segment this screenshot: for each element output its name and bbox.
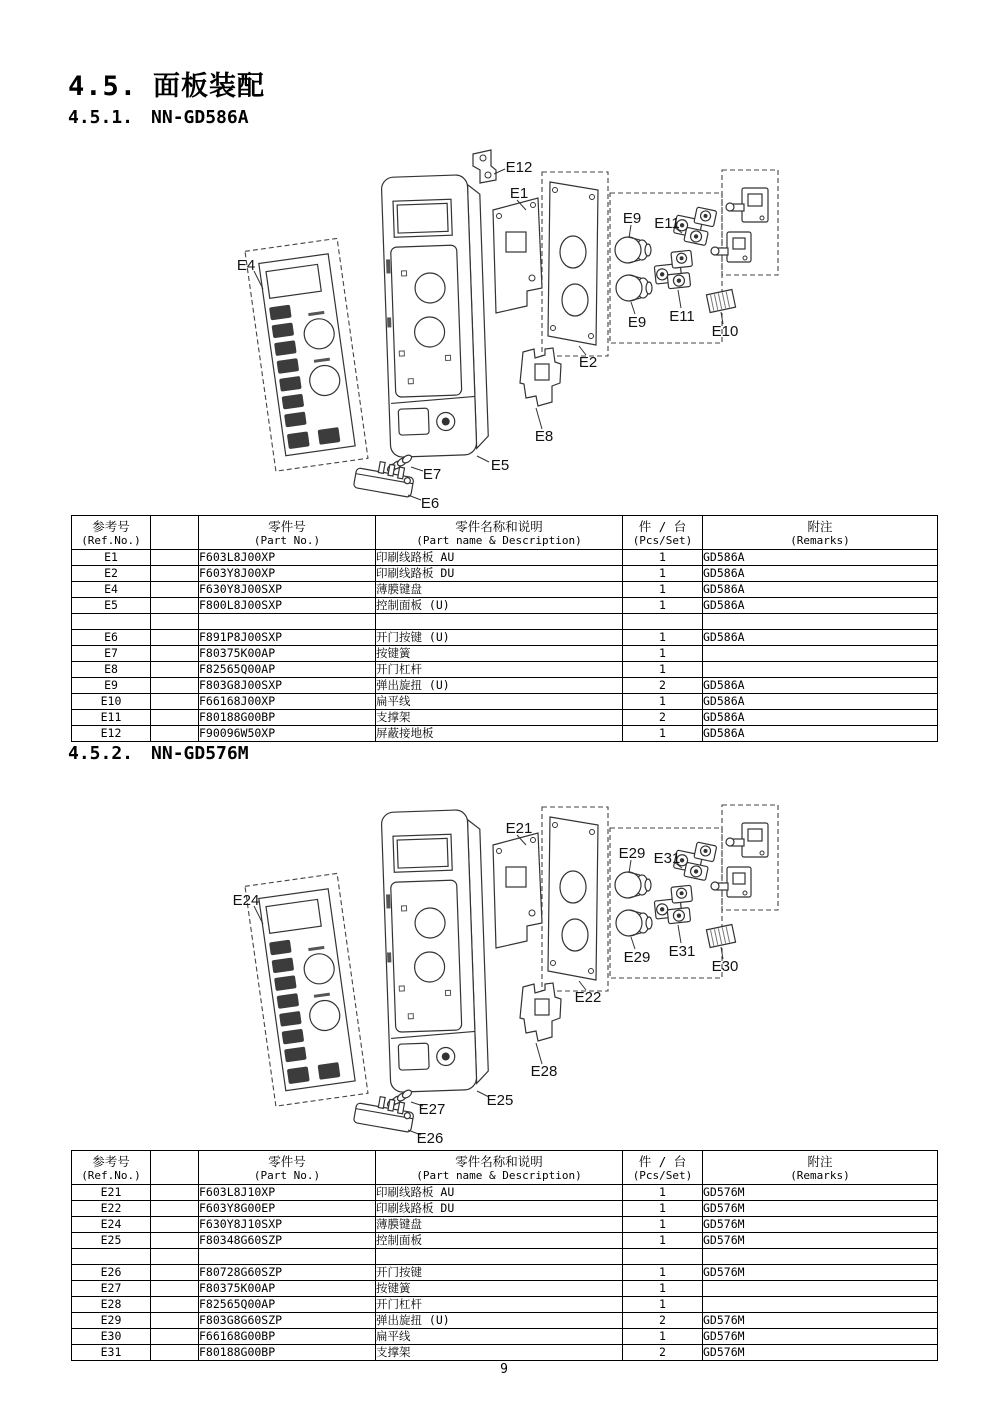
table-row <box>72 614 938 630</box>
cell-ref-no: E4 <box>72 582 151 598</box>
part-label: E11 <box>669 308 695 325</box>
cell-part-no: F66168J00XP <box>199 694 376 710</box>
subsection-number: 4.5.1. <box>68 107 134 128</box>
part-label: E27 <box>418 1101 446 1118</box>
cell-blank <box>151 582 199 598</box>
part-label: E4 <box>236 257 256 274</box>
table-row <box>72 1265 938 1281</box>
col-header-ref: 参考号 (Ref.No.) <box>72 1151 151 1185</box>
cell-part-no: F66168G00BP <box>199 1329 376 1345</box>
cell-name: 支撑架 <box>376 710 623 726</box>
exploded-diagram-gd586a <box>230 140 790 510</box>
cell-remarks: GD576M <box>703 1329 938 1345</box>
cell-qty: 1 <box>623 1329 703 1345</box>
col-header-name: 零件名称和说明 (Part name & Description) <box>376 516 623 550</box>
col-header-part: 零件号 (Part No.) <box>199 1151 376 1185</box>
table-row <box>72 646 938 662</box>
cell-remarks: GD586A <box>703 598 938 614</box>
cell-name: 印刷线路板 AU <box>376 550 623 566</box>
cell-part-no: F630Y8J00SXP <box>199 582 376 598</box>
part-label: E1 <box>509 185 529 202</box>
cell-blank <box>151 1201 199 1217</box>
cell-remarks: GD586A <box>703 678 938 694</box>
cell-blank <box>151 630 199 646</box>
cell-qty <box>623 614 703 630</box>
cell-qty: 1 <box>623 1201 703 1217</box>
cell-qty: 1 <box>623 550 703 566</box>
section-title: 面板装配 <box>153 71 266 102</box>
cell-qty: 2 <box>623 678 703 694</box>
cell-blank <box>151 694 199 710</box>
section-number: 4.5. <box>68 71 138 102</box>
part-label: E7 <box>422 466 442 483</box>
subsection-heading-gd586a <box>68 107 249 128</box>
cell-name: 开门按键 <box>376 1265 623 1281</box>
part-label: E22 <box>574 989 602 1006</box>
cell-part-no <box>199 614 376 630</box>
cell-part-no: F90096W50XP <box>199 726 376 742</box>
cell-qty: 1 <box>623 694 703 710</box>
table-row <box>72 1329 938 1345</box>
cell-blank <box>151 550 199 566</box>
cell-remarks: GD576M <box>703 1265 938 1281</box>
cell-remarks: GD586A <box>703 630 938 646</box>
cell-part-no: F803G8J00SXP <box>199 678 376 694</box>
cell-part-no: F803G8G60SZP <box>199 1313 376 1329</box>
table-row <box>72 1233 938 1249</box>
cell-remarks: GD586A <box>703 694 938 710</box>
cell-qty: 1 <box>623 582 703 598</box>
cell-ref-no: E5 <box>72 598 151 614</box>
cell-qty: 1 <box>623 566 703 582</box>
cell-name: 扁平线 <box>376 694 623 710</box>
model-name: NN-GD586A <box>151 107 249 128</box>
cell-remarks: GD576M <box>703 1217 938 1233</box>
cell-name: 开门杠杆 <box>376 1297 623 1313</box>
cell-ref-no: E29 <box>72 1313 151 1329</box>
cell-ref-no: E30 <box>72 1329 151 1345</box>
table-row <box>72 662 938 678</box>
exploded-diagram-gd576m <box>230 775 790 1145</box>
model-name: NN-GD576M <box>151 743 249 764</box>
cell-blank <box>151 1313 199 1329</box>
subsection-heading-gd576m <box>68 743 249 764</box>
part-label: E6 <box>420 495 440 510</box>
part-label: E9 <box>622 210 642 227</box>
table-row <box>72 1201 938 1217</box>
cell-name <box>376 614 623 630</box>
cell-ref-no: E7 <box>72 646 151 662</box>
page-number: 9 <box>500 1362 508 1377</box>
table-row <box>72 694 938 710</box>
cell-qty: 2 <box>623 1345 703 1361</box>
table-row <box>72 1249 938 1265</box>
cell-blank <box>151 566 199 582</box>
cell-name: 印刷线路板 DU <box>376 1201 623 1217</box>
cell-qty <box>623 1249 703 1265</box>
cell-name: 按键簧 <box>376 1281 623 1297</box>
cell-name: 印刷线路板 DU <box>376 566 623 582</box>
cell-remarks: GD576M <box>703 1185 938 1201</box>
cell-ref-no: E26 <box>72 1265 151 1281</box>
table-row <box>72 1345 938 1361</box>
cell-remarks: GD576M <box>703 1345 938 1361</box>
cell-blank <box>151 710 199 726</box>
cell-remarks <box>703 662 938 678</box>
col-header-qty: 件 / 台 (Pcs/Set) <box>623 1151 703 1185</box>
cell-qty: 1 <box>623 598 703 614</box>
cell-remarks: GD576M <box>703 1233 938 1249</box>
cell-part-no: F80728G60SZP <box>199 1265 376 1281</box>
cell-ref-no: E11 <box>72 710 151 726</box>
cell-name: 按键簧 <box>376 646 623 662</box>
col-header-part: 零件号 (Part No.) <box>199 516 376 550</box>
cell-part-no: F80348G60SZP <box>199 1233 376 1249</box>
cell-qty: 2 <box>623 1313 703 1329</box>
cell-name: 薄膜键盘 <box>376 582 623 598</box>
cell-qty: 2 <box>623 710 703 726</box>
cell-part-no: F630Y8J10SXP <box>199 1217 376 1233</box>
cell-name: 支撑架 <box>376 1345 623 1361</box>
cell-ref-no: E28 <box>72 1297 151 1313</box>
parts-table-gd576m <box>71 1150 937 1361</box>
cell-part-no: F800L8J00SXP <box>199 598 376 614</box>
cell-part-no: F891P8J00SXP <box>199 630 376 646</box>
table-row <box>72 550 938 566</box>
part-label: E9 <box>627 314 647 331</box>
cell-name: 控制面板 <box>376 1233 623 1249</box>
cell-blank <box>151 1249 199 1265</box>
cell-name: 开门杠杆 <box>376 662 623 678</box>
cell-blank <box>151 662 199 678</box>
cell-remarks <box>703 614 938 630</box>
table-row <box>72 710 938 726</box>
cell-ref-no: E6 <box>72 630 151 646</box>
cell-part-no: F603L8J10XP <box>199 1185 376 1201</box>
part-label: E29 <box>623 949 651 966</box>
cell-ref-no: E25 <box>72 1233 151 1249</box>
cell-part-no: F80375K00AP <box>199 646 376 662</box>
table-row <box>72 1217 938 1233</box>
part-label: E5 <box>490 457 510 474</box>
cell-name: 屏蔽接地板 <box>376 726 623 742</box>
col-header-ref: 参考号 (Ref.No.) <box>72 516 151 550</box>
cell-ref-no: E2 <box>72 566 151 582</box>
cell-ref-no: E27 <box>72 1281 151 1297</box>
cell-remarks: GD576M <box>703 1313 938 1329</box>
cell-blank <box>151 726 199 742</box>
table-row <box>72 678 938 694</box>
cell-ref-no: E9 <box>72 678 151 694</box>
cell-blank <box>151 614 199 630</box>
part-label: E28 <box>530 1063 558 1080</box>
cell-part-no: F80188G00BP <box>199 1345 376 1361</box>
part-label: E29 <box>618 845 646 862</box>
cell-part-no: F603L8J00XP <box>199 550 376 566</box>
cell-name: 薄膜键盘 <box>376 1217 623 1233</box>
cell-remarks: GD576M <box>703 1201 938 1217</box>
part-label: E2 <box>578 354 598 371</box>
cell-blank <box>151 1281 199 1297</box>
cell-blank <box>151 1233 199 1249</box>
part-label: E31 <box>668 943 696 960</box>
cell-ref-no: E10 <box>72 694 151 710</box>
col-header-blank <box>151 1151 199 1185</box>
table-row <box>72 630 938 646</box>
cell-ref-no <box>72 614 151 630</box>
cell-ref-no: E12 <box>72 726 151 742</box>
cell-ref-no: E31 <box>72 1345 151 1361</box>
cell-ref-no: E24 <box>72 1217 151 1233</box>
cell-qty: 1 <box>623 646 703 662</box>
cell-name: 控制面板 (U) <box>376 598 623 614</box>
cell-ref-no: E8 <box>72 662 151 678</box>
cell-blank <box>151 1345 199 1361</box>
table-row <box>72 1185 938 1201</box>
cell-part-no: F80375K00AP <box>199 1281 376 1297</box>
table-row <box>72 1297 938 1313</box>
cell-name: 开门按键 (U) <box>376 630 623 646</box>
part-label: E25 <box>486 1092 514 1109</box>
cell-part-no: F82565Q00AP <box>199 662 376 678</box>
table-row <box>72 566 938 582</box>
cell-qty: 1 <box>623 1233 703 1249</box>
cell-name: 弹出旋扭 (U) <box>376 678 623 694</box>
cell-qty: 1 <box>623 726 703 742</box>
table-row <box>72 1281 938 1297</box>
parts-table-gd586a <box>71 515 937 742</box>
cell-part-no: F603Y8J00XP <box>199 566 376 582</box>
cell-blank <box>151 1297 199 1313</box>
cell-qty: 1 <box>623 1217 703 1233</box>
cell-remarks <box>703 1297 938 1313</box>
cell-blank <box>151 1217 199 1233</box>
part-label: E8 <box>534 428 554 445</box>
cell-remarks: GD586A <box>703 566 938 582</box>
col-header-blank <box>151 516 199 550</box>
cell-remarks: GD586A <box>703 582 938 598</box>
col-header-name: 零件名称和说明 (Part name & Description) <box>376 1151 623 1185</box>
table-header-row <box>72 516 938 550</box>
cell-remarks: GD586A <box>703 550 938 566</box>
cell-qty: 1 <box>623 1297 703 1313</box>
part-label: E12 <box>505 159 533 176</box>
table-row <box>72 598 938 614</box>
table-row <box>72 582 938 598</box>
cell-blank <box>151 678 199 694</box>
cell-name: 弹出旋扭 (U) <box>376 1313 623 1329</box>
cell-part-no <box>199 1249 376 1265</box>
cell-ref-no: E22 <box>72 1201 151 1217</box>
cell-blank <box>151 598 199 614</box>
cell-qty: 1 <box>623 1265 703 1281</box>
cell-part-no: F80188G00BP <box>199 710 376 726</box>
cell-name: 印刷线路板 AU <box>376 1185 623 1201</box>
cell-name <box>376 1249 623 1265</box>
cell-qty: 1 <box>623 1185 703 1201</box>
cell-remarks: GD586A <box>703 726 938 742</box>
cell-blank <box>151 1185 199 1201</box>
cell-remarks <box>703 1249 938 1265</box>
cell-name: 扁平线 <box>376 1329 623 1345</box>
cell-qty: 1 <box>623 630 703 646</box>
table-row <box>72 1313 938 1329</box>
part-label: E11 <box>654 215 680 232</box>
cell-blank <box>151 646 199 662</box>
page-title <box>68 64 265 103</box>
cell-blank <box>151 1265 199 1281</box>
part-label: E26 <box>416 1130 444 1145</box>
part-label: E31 <box>653 850 681 867</box>
table-header-row <box>72 1151 938 1185</box>
col-header-qty: 件 / 台 (Pcs/Set) <box>623 516 703 550</box>
cell-ref-no: E1 <box>72 550 151 566</box>
cell-remarks <box>703 1281 938 1297</box>
cell-ref-no: E21 <box>72 1185 151 1201</box>
cell-remarks <box>703 646 938 662</box>
part-label: E30 <box>711 958 739 975</box>
part-label: E24 <box>232 892 260 909</box>
part-label: E10 <box>711 323 739 340</box>
cell-part-no: F82565Q00AP <box>199 1297 376 1313</box>
cell-remarks: GD586A <box>703 710 938 726</box>
col-header-remarks: 附注 (Remarks) <box>703 516 938 550</box>
cell-part-no: F603Y8G00EP <box>199 1201 376 1217</box>
cell-blank <box>151 1329 199 1345</box>
subsection-number: 4.5.2. <box>68 743 134 764</box>
part-label: E21 <box>505 820 533 837</box>
table-row <box>72 726 938 742</box>
cell-qty: 1 <box>623 1281 703 1297</box>
cell-ref-no <box>72 1249 151 1265</box>
cell-qty: 1 <box>623 662 703 678</box>
col-header-remarks: 附注 (Remarks) <box>703 1151 938 1185</box>
